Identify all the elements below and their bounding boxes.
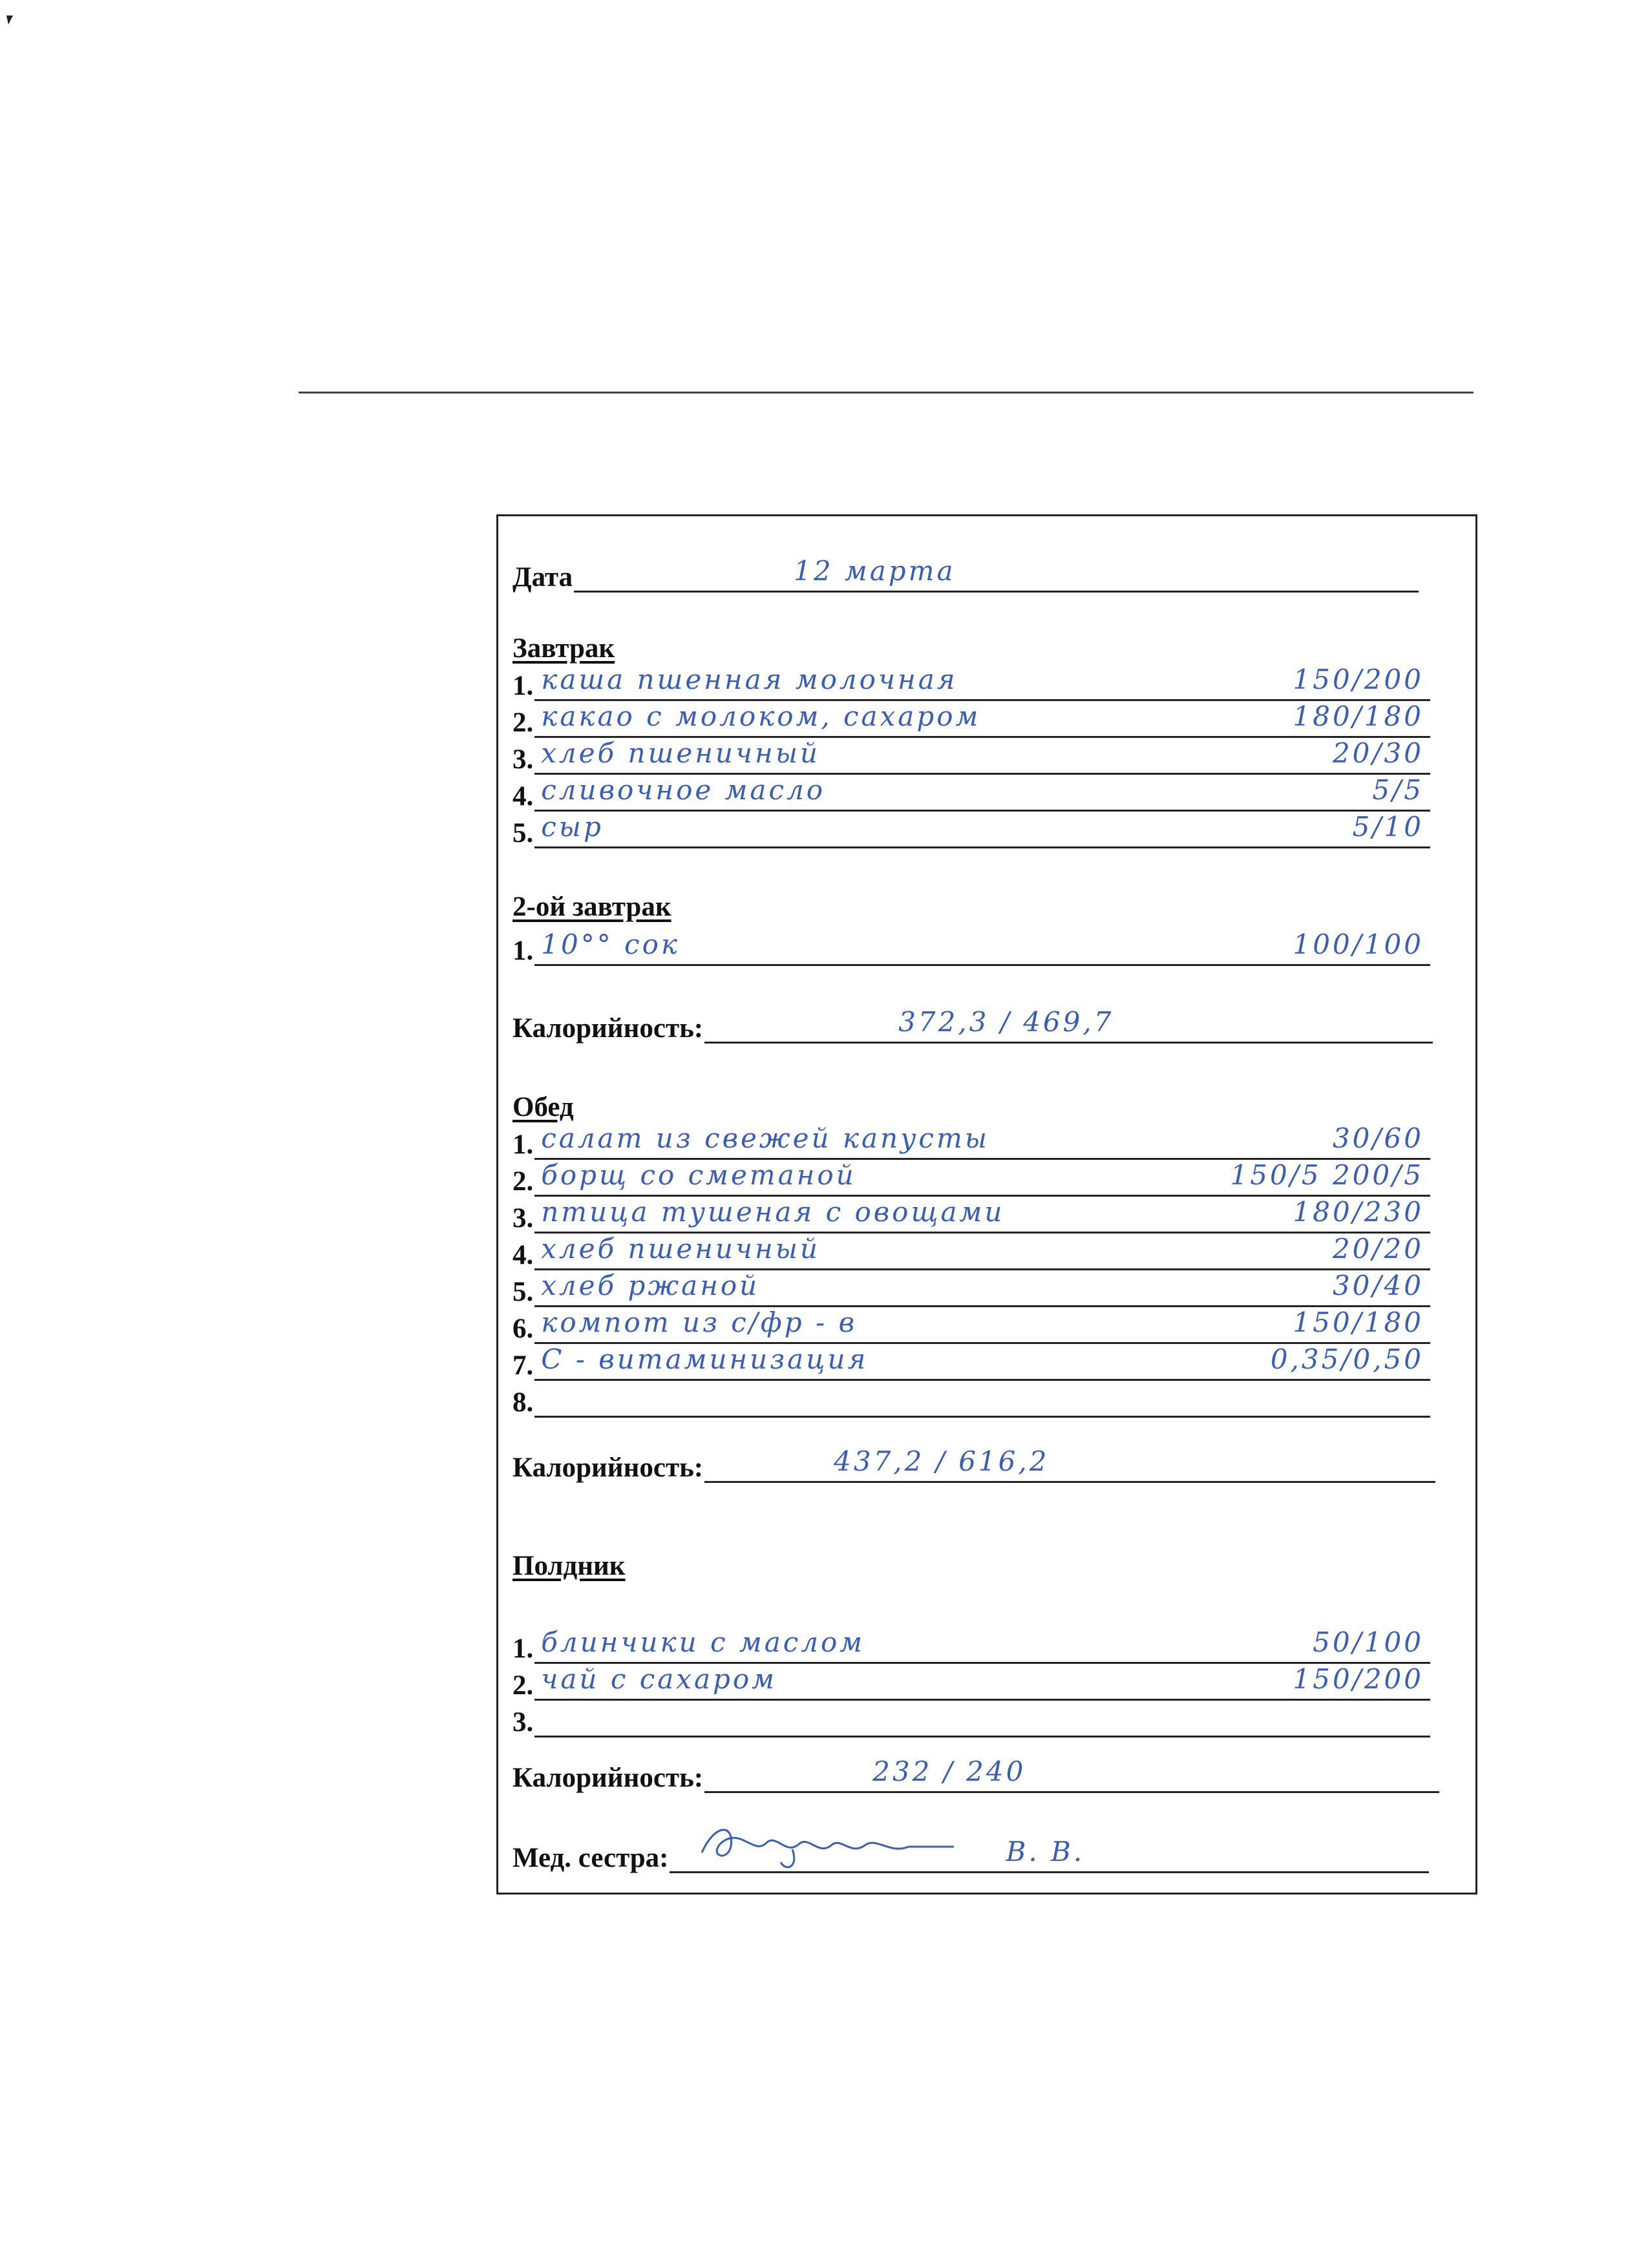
breakfast-item-number: 2.	[512, 708, 534, 738]
breakfast-item-qty: 150/200	[1293, 664, 1424, 695]
calories-label-1: Калорийность:	[512, 1013, 704, 1044]
lunch-item-line[interactable]	[534, 1269, 1430, 1307]
snack-item-text: блинчики с маслом	[541, 1626, 865, 1658]
snack-row-3	[512, 1701, 1430, 1738]
lunch-row-2	[512, 1160, 1430, 1197]
lunch-row-7	[512, 1345, 1430, 1381]
breakfast-item-text: хлеб пшеничный	[541, 737, 820, 769]
breakfast-item-qty: 5/10	[1352, 811, 1424, 843]
calories-line-3[interactable]	[704, 1755, 1439, 1793]
date-line[interactable]	[574, 554, 1419, 593]
breakfast-row-3	[512, 739, 1430, 775]
second-breakfast-item-qty: 100/100	[1293, 929, 1424, 960]
second-breakfast-item-text: 10°° сок	[541, 929, 680, 960]
lunch-row-3	[512, 1197, 1430, 1234]
lunch-item-number: 6.	[512, 1314, 534, 1344]
breakfast-item-text: сливочное масло	[541, 774, 825, 806]
lunch-item-text: С - витаминизация	[541, 1343, 869, 1375]
snack-item-number: 2.	[512, 1670, 534, 1701]
snack-item-qty: 50/100	[1313, 1626, 1424, 1658]
lunch-item-qty: 0,35/0,50	[1270, 1343, 1424, 1375]
breakfast-item-qty: 20/30	[1332, 737, 1424, 769]
lunch-item-qty: 150/180	[1293, 1307, 1424, 1338]
lunch-row-5	[512, 1271, 1430, 1307]
date-value: 12 марта	[794, 555, 956, 587]
lunch-item-line[interactable]	[534, 1306, 1430, 1344]
calories-label-3: Калорийность:	[512, 1763, 704, 1793]
breakfast-item-text: сыр	[541, 811, 604, 843]
second-breakfast-heading: 2-ой завтрак	[512, 892, 671, 922]
breakfast-item-line[interactable]	[534, 663, 1430, 701]
calories-line-2[interactable]	[704, 1445, 1435, 1483]
lunch-item-number: 7.	[512, 1350, 534, 1381]
second-breakfast-item-line[interactable]	[534, 928, 1430, 966]
lunch-item-line[interactable]	[534, 1159, 1430, 1197]
breakfast-row-2	[512, 702, 1430, 738]
breakfast-item-line[interactable]	[534, 810, 1430, 848]
lunch-item-text: борщ со сметаной	[541, 1159, 856, 1191]
lunch-item-number: 5.	[512, 1277, 534, 1307]
calories-row-3	[512, 1757, 1439, 1793]
breakfast-item-qty: 5/5	[1372, 774, 1424, 806]
lunch-item-qty: 20/20	[1332, 1233, 1424, 1265]
calories-value-2: 437,2 / 616,2	[834, 1445, 1050, 1477]
breakfast-heading: Завтрак	[512, 633, 615, 664]
lunch-item-text: хлеб пшеничный	[541, 1233, 820, 1265]
lunch-item-text: хлеб ржаной	[541, 1270, 760, 1301]
breakfast-row-5	[512, 812, 1430, 848]
lunch-item-text: салат из свежей капусты	[541, 1122, 989, 1154]
calories-row-1	[512, 1007, 1433, 1044]
date-label: Дата	[512, 562, 573, 593]
breakfast-row-1	[512, 665, 1430, 701]
calories-row-2	[512, 1447, 1435, 1483]
snack-item-line[interactable]	[534, 1663, 1430, 1701]
calories-value-1: 372,3 / 469,7	[898, 1006, 1114, 1038]
lunch-row-8	[512, 1381, 1430, 1418]
lunch-row-1	[512, 1124, 1430, 1160]
lunch-item-qty: 180/230	[1293, 1196, 1424, 1228]
lunch-item-qty: 150/5 200/5	[1230, 1159, 1424, 1191]
breakfast-item-number: 4.	[512, 781, 534, 812]
lunch-item-number: 8.	[512, 1387, 534, 1418]
snack-heading: Полдник	[512, 1551, 626, 1581]
lunch-heading: Обед	[512, 1092, 574, 1122]
snack-item-number: 3.	[512, 1707, 534, 1738]
lunch-row-6	[512, 1308, 1430, 1344]
nurse-row	[512, 1828, 1429, 1873]
lunch-item-line[interactable]	[534, 1380, 1430, 1418]
breakfast-item-line[interactable]	[534, 700, 1430, 738]
nurse-line[interactable]	[670, 1826, 1429, 1873]
lunch-item-line[interactable]	[534, 1195, 1430, 1234]
lunch-row-4	[512, 1234, 1430, 1270]
breakfast-item-number: 5.	[512, 818, 534, 848]
second-breakfast-item-number: 1.	[512, 936, 534, 966]
breakfast-item-number: 3.	[512, 744, 534, 775]
snack-item-text: чай с сахаром	[541, 1663, 777, 1695]
lunch-item-number: 1.	[512, 1129, 534, 1160]
nurse-initials: В. В.	[1006, 1836, 1085, 1867]
nurse-label: Мед. сестра:	[512, 1843, 669, 1873]
lunch-item-qty: 30/40	[1332, 1270, 1424, 1301]
breakfast-item-text: какао с молоком, сахаром	[541, 700, 981, 732]
scan-corner-mark	[6, 16, 13, 25]
top-rule	[299, 392, 1474, 394]
lunch-item-text: компот из с/фр - в	[541, 1307, 858, 1338]
lunch-item-line[interactable]	[534, 1232, 1430, 1270]
breakfast-row-4	[512, 775, 1430, 812]
calories-label-2: Калорийность:	[512, 1453, 704, 1483]
lunch-item-qty: 30/60	[1332, 1122, 1424, 1154]
lunch-item-line[interactable]	[534, 1343, 1430, 1381]
calories-value-3: 232 / 240	[872, 1756, 1026, 1787]
breakfast-item-line[interactable]	[534, 737, 1430, 775]
breakfast-item-number: 1.	[512, 671, 534, 701]
breakfast-item-text: каша пшенная молочная	[541, 664, 958, 695]
snack-item-qty: 150/200	[1293, 1663, 1424, 1695]
lunch-item-number: 4.	[512, 1240, 534, 1270]
lunch-item-number: 3.	[512, 1203, 534, 1234]
snack-item-line[interactable]	[534, 1699, 1430, 1738]
breakfast-item-qty: 180/180	[1293, 700, 1424, 732]
nurse-signature	[695, 1817, 973, 1869]
snack-item-line[interactable]	[534, 1626, 1430, 1664]
breakfast-item-line[interactable]	[534, 773, 1430, 812]
menu-card	[496, 514, 1477, 1895]
second-breakfast-row-1	[512, 930, 1430, 966]
lunch-item-number: 2.	[512, 1166, 534, 1197]
snack-row-2	[512, 1664, 1430, 1701]
snack-item-number: 1.	[512, 1633, 534, 1664]
calories-line-1[interactable]	[704, 1005, 1433, 1044]
date-row	[512, 556, 1419, 593]
lunch-item-text: птица тушеная с овощами	[541, 1196, 1005, 1228]
snack-row-1	[512, 1628, 1430, 1664]
lunch-item-line[interactable]	[534, 1122, 1430, 1160]
